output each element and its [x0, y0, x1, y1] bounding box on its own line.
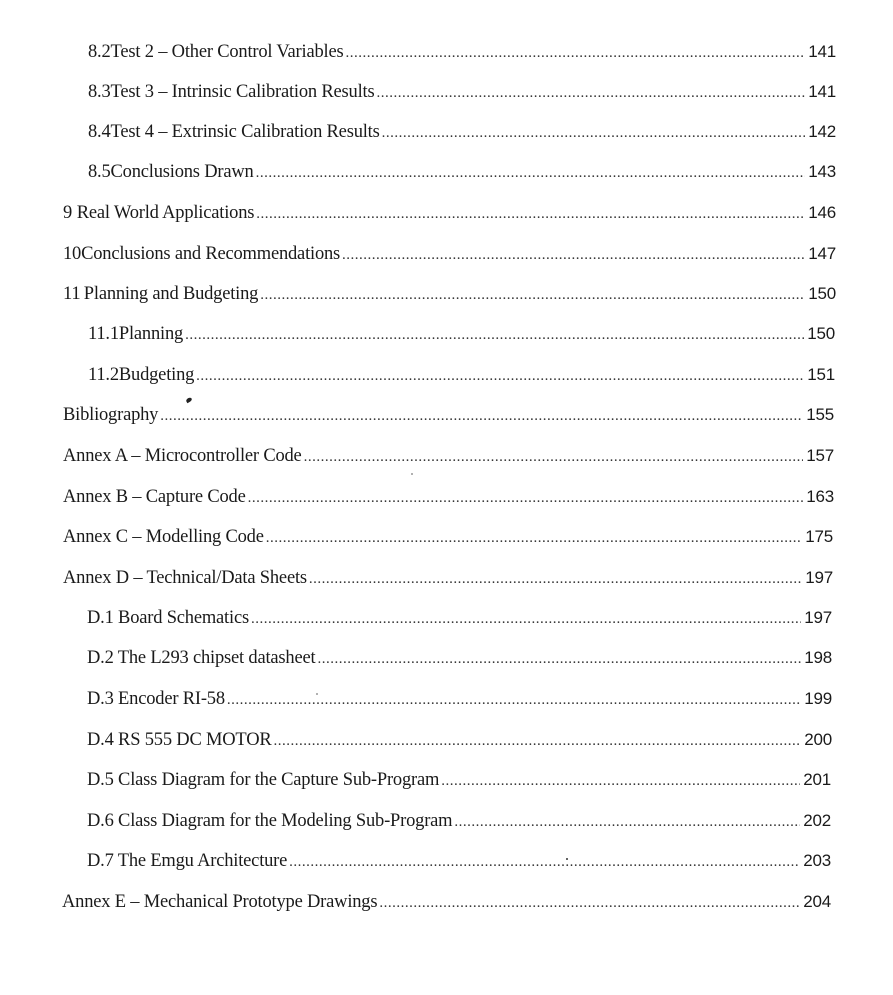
section-number: 8.3 [88, 82, 111, 102]
scan-speck [185, 397, 192, 403]
section-number: 11.2 [88, 365, 119, 385]
toc-entry[interactable] [87, 648, 832, 674]
section-number: 11 [63, 284, 81, 304]
dot-leader [309, 571, 802, 588]
toc-entry[interactable] [88, 42, 836, 68]
toc-entry[interactable] [63, 487, 834, 513]
dot-leader [196, 368, 804, 385]
toc-entry[interactable] [87, 730, 832, 756]
dot-leader [256, 206, 805, 223]
page-number: 155 [806, 405, 834, 424]
toc-entry[interactable] [87, 770, 831, 796]
section-title: Test 4 – Extrinsic Calibration Results [110, 122, 380, 142]
section-title: Annex B – Capture Code [63, 487, 246, 507]
page-number: 150 [807, 324, 835, 343]
section-title: Annex A – Microcontroller Code [63, 446, 302, 466]
section-title: Test 3 – Intrinsic Calibration Results [110, 82, 375, 102]
page-number: 141 [808, 42, 836, 61]
page-number: 197 [805, 568, 833, 587]
dot-leader [251, 611, 801, 628]
toc-entry[interactable] [87, 689, 832, 715]
dot-leader [266, 530, 802, 547]
page-number: 142 [808, 122, 836, 141]
toc-entry[interactable] [88, 162, 836, 188]
toc-entry[interactable] [87, 811, 831, 837]
toc-entry[interactable] [63, 284, 836, 310]
page-number: 203 [803, 851, 831, 870]
dot-leader [379, 895, 800, 912]
page-number: 201 [803, 770, 831, 789]
dot-leader [376, 85, 805, 102]
section-title: Planning [118, 324, 184, 344]
section-title: Real World Applications [76, 203, 255, 223]
toc-entry[interactable] [63, 527, 833, 553]
dot-leader [441, 773, 800, 790]
toc-entry[interactable] [88, 122, 836, 148]
page-number: 141 [808, 82, 836, 101]
page-number: 199 [804, 689, 832, 708]
page-number: 147 [808, 244, 836, 263]
page-number: 151 [807, 365, 835, 384]
toc-entry[interactable] [62, 892, 831, 918]
toc-entry[interactable] [63, 446, 834, 472]
page-number: 204 [803, 892, 831, 911]
dot-leader [185, 327, 804, 344]
page-number: 163 [806, 487, 834, 506]
toc-entry[interactable] [63, 203, 836, 229]
toc-entry[interactable] [63, 405, 834, 431]
dot-leader [289, 854, 800, 871]
section-title: D.6 Class Diagram for the Modeling Sub-Program [87, 811, 453, 831]
toc-entry[interactable] [88, 82, 836, 108]
dot-leader [248, 490, 804, 507]
section-number: 9 [63, 203, 73, 223]
dot-leader [382, 125, 806, 142]
dot-leader [256, 165, 806, 182]
section-title: D.1 Board Schematics [87, 608, 249, 628]
scan-speck [566, 858, 568, 860]
page-number: 146 [808, 203, 836, 222]
section-title: Conclusions Drawn [110, 162, 254, 182]
section-title: Test 2 – Other Control Variables [110, 42, 344, 62]
section-title: Annex C – Modelling Code [63, 527, 264, 547]
section-title: Planning and Budgeting [83, 284, 259, 304]
toc-entry[interactable] [87, 608, 832, 634]
dot-leader [304, 449, 804, 466]
section-title: D.5 Class Diagram for the Capture Sub-Program [87, 770, 440, 790]
page-number: 143 [808, 162, 836, 181]
toc-entry[interactable] [88, 365, 835, 391]
dot-leader [345, 45, 805, 62]
page-number: 202 [803, 811, 831, 830]
section-title: D.7 The Emgu Architecture [87, 851, 288, 871]
page-number: 198 [804, 648, 832, 667]
section-title: D.4 RS 555 DC MOTOR [87, 730, 272, 750]
toc-entry[interactable] [63, 244, 836, 270]
page-number: 200 [804, 730, 832, 749]
page-number: 175 [805, 527, 833, 546]
toc-entry[interactable] [87, 851, 831, 877]
section-number: 8.2 [88, 42, 111, 62]
section-number: 8.5 [88, 162, 111, 182]
section-number: 8.4 [88, 122, 111, 142]
dot-leader [454, 814, 800, 831]
toc-entry[interactable] [88, 324, 835, 350]
dot-leader [342, 247, 805, 264]
section-title: Conclusions and Recommendations [81, 244, 341, 264]
toc-entry[interactable] [63, 568, 833, 594]
dot-leader [260, 287, 805, 304]
scan-speck [411, 473, 413, 475]
page-number: 197 [804, 608, 832, 627]
page-number: 157 [806, 446, 834, 465]
section-title: Annex D – Technical/Data Sheets [63, 568, 307, 588]
dot-leader [227, 692, 801, 709]
section-title: D.3 Encoder RI-58 [87, 689, 225, 709]
dot-leader [317, 651, 801, 668]
section-title: Annex E – Mechanical Prototype Drawings [62, 892, 378, 912]
section-title: D.2 The L293 chipset datasheet [87, 648, 316, 668]
dot-leader [274, 733, 802, 750]
section-number: 11.1 [88, 324, 119, 344]
dot-leader [160, 408, 803, 425]
section-title: Budgeting [118, 365, 195, 385]
scan-speck [316, 693, 318, 695]
page-number: 150 [808, 284, 836, 303]
section-title: Bibliography [63, 405, 159, 425]
section-number: 10 [63, 244, 82, 264]
